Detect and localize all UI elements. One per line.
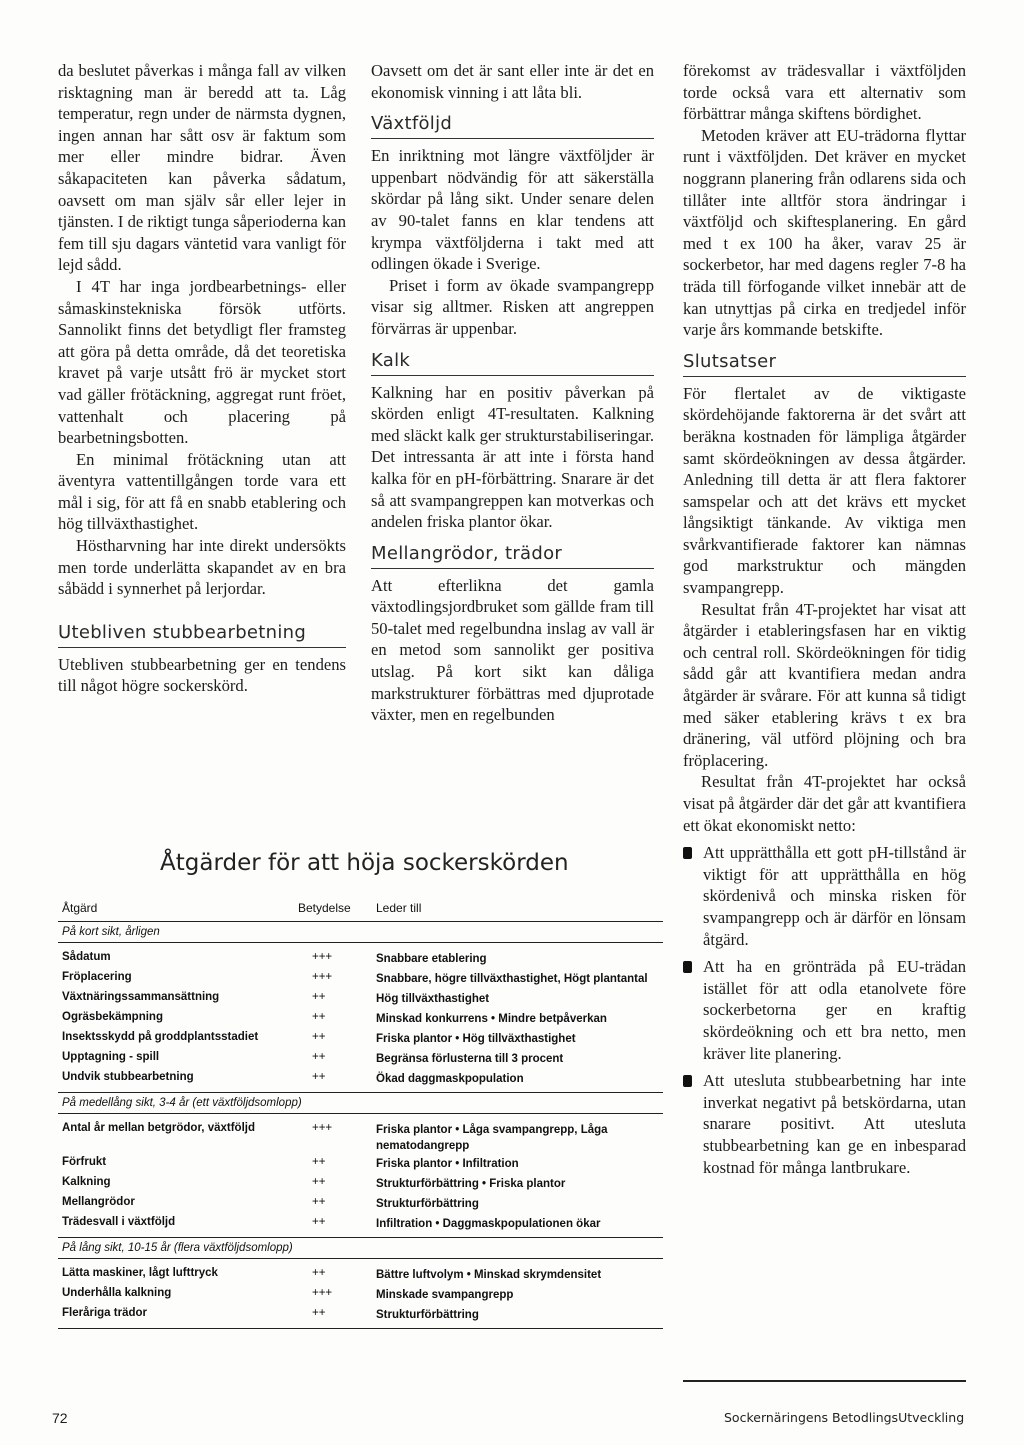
cell-atgard: Lätta maskiner, lågt lufttryck	[62, 1267, 218, 1279]
table-row	[58, 1305, 663, 1325]
cell-betydelse: +++	[312, 951, 333, 963]
cell-atgard: Fleråriga trädor	[62, 1307, 147, 1319]
paragraph: förekomst av trädesvallar i växtföljden torde också vara ett alternativ som förbättrar många skiftens bördighet.	[683, 61, 966, 124]
cell-betydelse: ++	[312, 1011, 326, 1023]
table-row	[58, 1029, 663, 1049]
cell-betydelse: ++	[312, 1307, 326, 1319]
paragraph: Oavsett om det är sant eller inte är det en ekonomisk vinning i att låta bli.	[371, 61, 654, 102]
bullet-item	[683, 842, 966, 950]
cell-betydelse: ++	[312, 1267, 326, 1279]
cell-atgard: Insektsskydd på groddplantsstadiet	[62, 1031, 259, 1043]
header-atgard: Åtgärd	[62, 901, 98, 915]
cell-leder-till: Hög tillväxthastighet	[376, 993, 490, 1005]
cell-betydelse: ++	[312, 1071, 326, 1083]
table-row	[58, 969, 663, 989]
cell-leder-till: Friska plantor • Infiltration	[376, 1158, 519, 1170]
table-title: Åtgärder för att höja sockerskörden	[160, 850, 569, 876]
cell-leder-till: Friska plantor • Låga svampangrepp, Låga nematodangrepp	[376, 1124, 608, 1152]
cell-leder-till: Infiltration • Daggmaskpopulationen ökar	[376, 1218, 601, 1230]
cell-leder-till: Bättre luftvolym • Minskad skrymdensitet	[376, 1269, 602, 1281]
paragraph: da beslutet påverkas i många fall av vilken risktagning man är beredd att ta. Låg temperatur, regn under de närmsta dygnen, ingen annan har sått osv är faktum som mer eller mindre bidrar. Även såkapaciteten kan påverka sådatum, oavsett om man själv sår eller lejer in tjänsten. I de riktigt tunga såperioderna kan fem till sju dagars väntetid vara vanligt för lejd sådd.	[58, 61, 346, 275]
table-body	[58, 922, 663, 1329]
cell-atgard: Ogräsbekämpning	[62, 1011, 163, 1023]
table-section-label: På medellång sikt, 3-4 år (ett växtföljdsomlopp)	[58, 1093, 663, 1114]
cell-betydelse: ++	[312, 1156, 326, 1168]
bullet-text: Att ha en grönträda på EU-trädan istället för att odla etanolvete före sockerbetorna ger en kraftig skördeökning och ett bra netto, men kräver lite planering.	[703, 957, 966, 1063]
bullet-text: Att upprätthålla ett gott pH-tillstånd är viktigt för att upprätthålla en hög skördenivå och minska risken för svampangrepp och är därför en lönsam åtgärd.	[703, 843, 966, 949]
bullet-item	[683, 1070, 966, 1178]
table-row	[58, 1285, 663, 1305]
paragraph: En inriktning mot längre växtföljder är uppenbart nödvändig för att säkerställa skördar på lång sikt. Under senare delen av 90-talet fanns en klar tendens att krympa växtföljderna i takt med att odlingen ökade i Sverige.	[371, 146, 654, 274]
paragraph: Resultat från 4T-projektet har visat att åtgärder i etableringsfasen har en viktig och central roll. Skördeökningen för tidig sådd går att kvantifiera medan andra åtgärder är svårare. För att kunna så tidigt med säker etablering krävs t ex bra dränering, väl utförd plöjning och bra fröplacering.	[683, 599, 966, 770]
cell-atgard: Växtnäringssammansättning	[62, 991, 220, 1003]
table-row	[58, 1069, 663, 1089]
paragraph: Resultat från 4T-projektet har också visat på åtgärder där det går att kvantifiera ett ökat ekonomiskt netto:	[683, 772, 966, 835]
bullet-square-icon	[683, 1075, 692, 1087]
table-section-label: På lång sikt, 10-15 år (flera växtföljdsomlopp)	[58, 1238, 663, 1259]
cell-leder-till: Minskade svampangrepp	[376, 1289, 514, 1301]
cell-betydelse: ++	[312, 1031, 326, 1043]
section-heading: Utebliven stubbearbetning	[58, 622, 346, 648]
cell-atgard: Sådatum	[62, 951, 111, 963]
paragraph: Att efterlikna det gamla växtodlingsjordbruket som gällde fram till 50-talet med regelbundna inslag av vall är en metod som sannolikt ger positiva utslag. På kort sikt kan dåliga markstrukturer förbättras med djuprotade växter, men en regelbunden	[371, 575, 654, 725]
bullet-square-icon	[683, 961, 692, 973]
cell-atgard: Fröplacering	[62, 971, 132, 983]
publication-footer: Sockernäringens BetodlingsUtveckling	[724, 1410, 965, 1425]
table-row	[58, 1009, 663, 1029]
paragraph: Utebliven stubbearbetning ger en tendens till något högre sockerskörd.	[58, 654, 346, 696]
cell-leder-till: Strukturförbättring	[376, 1198, 479, 1210]
section-heading: Slutsatser	[683, 351, 966, 377]
cell-betydelse: ++	[312, 1051, 326, 1063]
paragraph: Priset i form av ökade svampangrepp visar sig alltmer. Risken att angreppen förvärras är uppenbar.	[371, 275, 654, 338]
cell-leder-till: Snabbare, högre tillväxthastighet, Högt plantantal	[376, 973, 648, 985]
page-number: 72	[52, 1410, 68, 1426]
table-row	[58, 1174, 663, 1194]
cell-betydelse: ++	[312, 991, 326, 1003]
paragraph: För flertalet av de viktigaste skördehöjande faktorerna är det svårt att beräkna kostnaden för lämpliga åtgärder samt skördeökningen av dessa åtgärder. Anledning till detta är att flera faktorer samspelar och att det krävs ett mycket långsiktigt tänkande. Av viktiga men svårkvantifierade faktorer kan nämnas god markstruktur och mängden svampangrepp.	[683, 383, 966, 598]
paragraph: I 4T har inga jordbearbetnings- eller såmaskinstekniska försök utförts. Sannolikt finns det betydligt fler framsteg att göra på detta område, då det teoretiska kravet på varje utsått frö är mycket stort vad gäller frötäckning, aggregat runt fröet, vattenhalt och placering på bearbetningsbotten.	[58, 276, 346, 448]
table-row	[58, 989, 663, 1009]
table-row	[58, 949, 663, 969]
cell-atgard: Undvik stubbearbetning	[62, 1071, 194, 1083]
cell-betydelse: +++	[312, 1287, 333, 1299]
paragraph: Metoden kräver att EU-trädorna flyttar runt i växtföljden. Det kräver en mycket noggrann planering från odlarens sida och tillåter inte alltför stora ändringar i växtföljd och skiftesplanering. En gård med t ex 100 ha åker, varav 25 är sockerbetor, har med dagens regler 7-8 ha träda till förfogande vilket innebär att de kan utnyttjas på cirka en tredjedel inför varje års kommande betskifte.	[683, 125, 966, 340]
text-column-middle	[371, 60, 654, 726]
paragraph: En minimal frötäckning utan att äventyra vattentillgången torde vara ett mål i sig, för att få en snabb etablering och hög tillväxthastighet.	[58, 449, 346, 534]
cell-leder-till: Snabbare etablering	[376, 953, 487, 965]
section-heading: Mellangrödor, trädor	[371, 543, 654, 569]
measures-table	[58, 898, 663, 1329]
table-section-label: På kort sikt, årligen	[58, 922, 663, 943]
table-row	[58, 1265, 663, 1285]
section-heading: Kalk	[371, 350, 654, 376]
table-row	[58, 1194, 663, 1214]
cell-leder-till: Strukturförbättring	[376, 1309, 479, 1321]
cell-atgard: Underhålla kalkning	[62, 1287, 172, 1299]
column-end-rule	[683, 1380, 966, 1382]
table-row	[58, 1214, 663, 1234]
paragraph: Höstharvning har inte direkt undersökts men torde underlätta skapandet av en bra såbädd i synnerhet på lerjordar.	[58, 536, 346, 599]
cell-betydelse: ++	[312, 1176, 326, 1188]
bullet-square-icon	[683, 847, 692, 859]
table-row	[58, 1154, 663, 1174]
header-leder-till: Leder till	[376, 901, 422, 915]
cell-leder-till: Strukturförbättring • Friska plantor	[376, 1178, 566, 1190]
cell-leder-till: Minskad konkurrens • Mindre betpåverkan	[376, 1013, 607, 1025]
cell-atgard: Upptagning - spill	[62, 1051, 160, 1063]
paragraph: Kalkning har en positiv påverkan på skörden enligt 4T-resultaten. Kalkning med släckt kalk ger strukturstabiliseringar. Det intressanta är att inte i första hand kalka för en pH-förbättring. Snarare är det så att svampangreppen kan motverkas och andelen friska plantor ökar.	[371, 382, 654, 532]
cell-atgard: Mellangrödor	[62, 1196, 135, 1208]
cell-betydelse: ++	[312, 1216, 326, 1228]
cell-leder-till: Friska plantor • Hög tillväxthastighet	[376, 1033, 576, 1045]
cell-betydelse: +++	[312, 1122, 333, 1134]
section-heading: Växtföljd	[371, 113, 654, 139]
cell-leder-till: Ökad daggmaskpopulation	[376, 1073, 524, 1085]
cell-atgard: Förfrukt	[62, 1156, 107, 1168]
cell-atgard: Antal år mellan betgrödor, växtföljd	[62, 1122, 255, 1134]
cell-betydelse: +++	[312, 971, 333, 983]
text-column-left	[58, 60, 346, 697]
text-column-right	[683, 60, 966, 1178]
cell-atgard: Trädesvall i växtföljd	[62, 1216, 176, 1228]
cell-betydelse: ++	[312, 1196, 326, 1208]
header-betydelse: Betydelse	[298, 901, 351, 915]
table-header	[58, 898, 663, 922]
bullet-text: Att utesluta stubbearbetning har inte inverkat negativt på betskördarna, utan snarare positivt. Att utesluta stubbearbetning kan ge en inbesparad kostnad för många lantbrukare.	[703, 1071, 966, 1177]
cell-leder-till: Begränsa förlusterna till 3 procent	[376, 1053, 564, 1065]
table-row	[58, 1120, 663, 1154]
table-row	[58, 1049, 663, 1069]
bullet-item	[683, 956, 966, 1064]
cell-atgard: Kalkning	[62, 1176, 111, 1188]
